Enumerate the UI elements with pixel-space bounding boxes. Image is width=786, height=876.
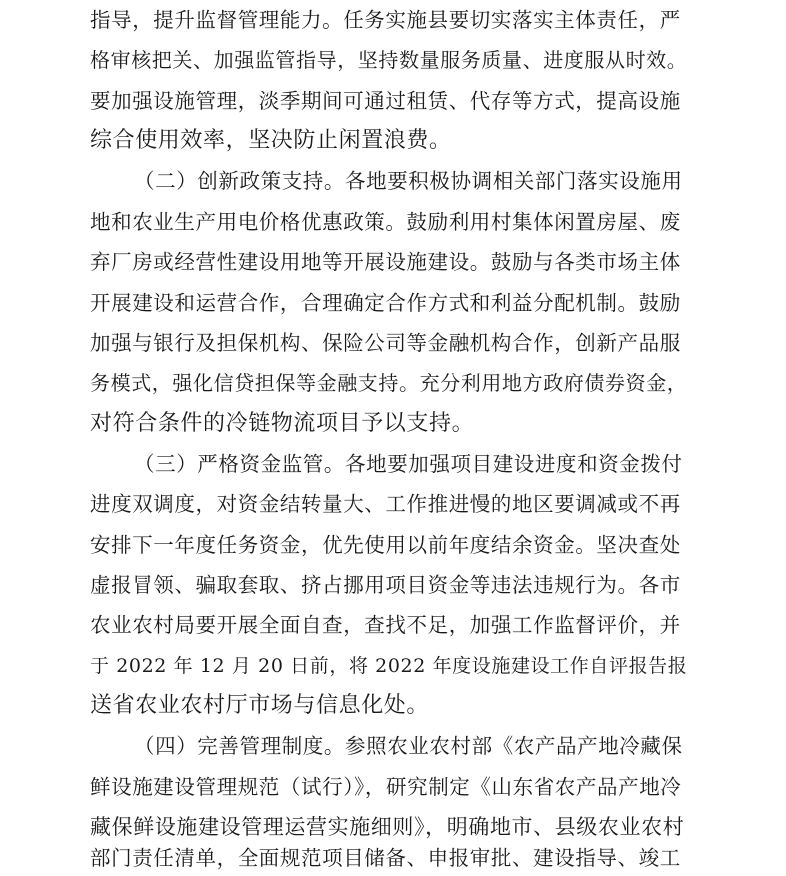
paragraph-2-line-3: 弃厂房或经营性建设用地等开展设施建设。鼓励与各类市场主体: [90, 250, 681, 274]
paragraph-3-first-line: [134, 444, 690, 484]
paragraph-3-heading: （三）严格资金监管。: [134, 452, 345, 476]
paragraph-3-line-2: 进度双调度，对资金结转量大、工作推进慢的地区要调减或不再: [90, 492, 681, 516]
paragraph-3-line-5: 农业农村局要开展全面自查，查找不足，加强工作监督评价，并: [90, 613, 681, 637]
paragraph-2-line-4: 开展建设和运营合作，合理确定合作方式和利益分配机制。鼓励: [90, 291, 681, 315]
paragraph-4-line-4: 部门责任清单，全面规范项目储备、申报审批、建设指导、竣工: [90, 846, 681, 870]
paragraph-3-line-4: 虚报冒领、骗取套取、挤占挪用项目资金等违法违规行为。各市: [90, 573, 681, 597]
paragraph-3-line-3: 安排下一年度任务资金，优先使用以前年度结余资金。坚决查处: [90, 533, 681, 557]
paragraph-4-first-line: [134, 726, 690, 766]
paragraph-4-line-3: 藏保鲜设施建设管理运营实施细则》，明确地市、县级农业农村: [90, 815, 685, 839]
paragraph-4-first-line-text: 参照农业农村部《农产品产地冷藏保: [345, 734, 683, 758]
paragraph-2-heading: （二）创新政策支持。: [134, 169, 345, 193]
paragraph-1-line-3: 要加强设施管理，淡季期间可通过租赁、代存等方式，提高设施: [90, 89, 681, 113]
paragraph-4-heading: （四）完善管理制度。: [134, 734, 345, 758]
paragraph-4-line-2: 鲜设施建设管理规范（试行）》，研究制定《山东省农产品产地冷: [90, 775, 682, 799]
paragraph-2-line-2: 地和农业生产用电价格优惠政策。鼓励利用村集体闲置房屋、废: [90, 210, 681, 234]
paragraph-1-line-1: 指导，提升监督管理能力。任务实施县要切实落实主体责任，严: [90, 8, 681, 32]
paragraph-3-line-6: 于 2022 年 12 月 20 日前，将 2022 年度设施建设工作自评报告报: [90, 655, 688, 677]
paragraph-2-first-line: [134, 161, 690, 201]
paragraph-2-line-5: 加强与银行及担保机构、保险公司等金融机构合作，创新产品服: [90, 331, 681, 355]
paragraph-3-first-line-text: 各地要加强项目建设进度和资金拨付: [345, 452, 683, 476]
paragraph-3-line-7: 送省农业农村厅市场与信息化处。: [90, 693, 430, 718]
paragraph-1-line-2: 格审核把关、加强监管指导，坚持数量服务质量、进度服从时效。: [90, 48, 688, 72]
paragraph-1-line-4: 综合使用效率，坚决防止闲置浪费。: [90, 128, 452, 153]
paragraph-2-first-line-text: 各地要积极协调相关部门落实设施用: [345, 169, 683, 193]
paragraph-2-line-7: 对符合条件的冷链物流项目予以支持。: [90, 411, 475, 436]
paragraph-2-line-6: 务模式，强化信贷担保等金融支持。充分利用地方政府债券资金，: [90, 371, 688, 395]
